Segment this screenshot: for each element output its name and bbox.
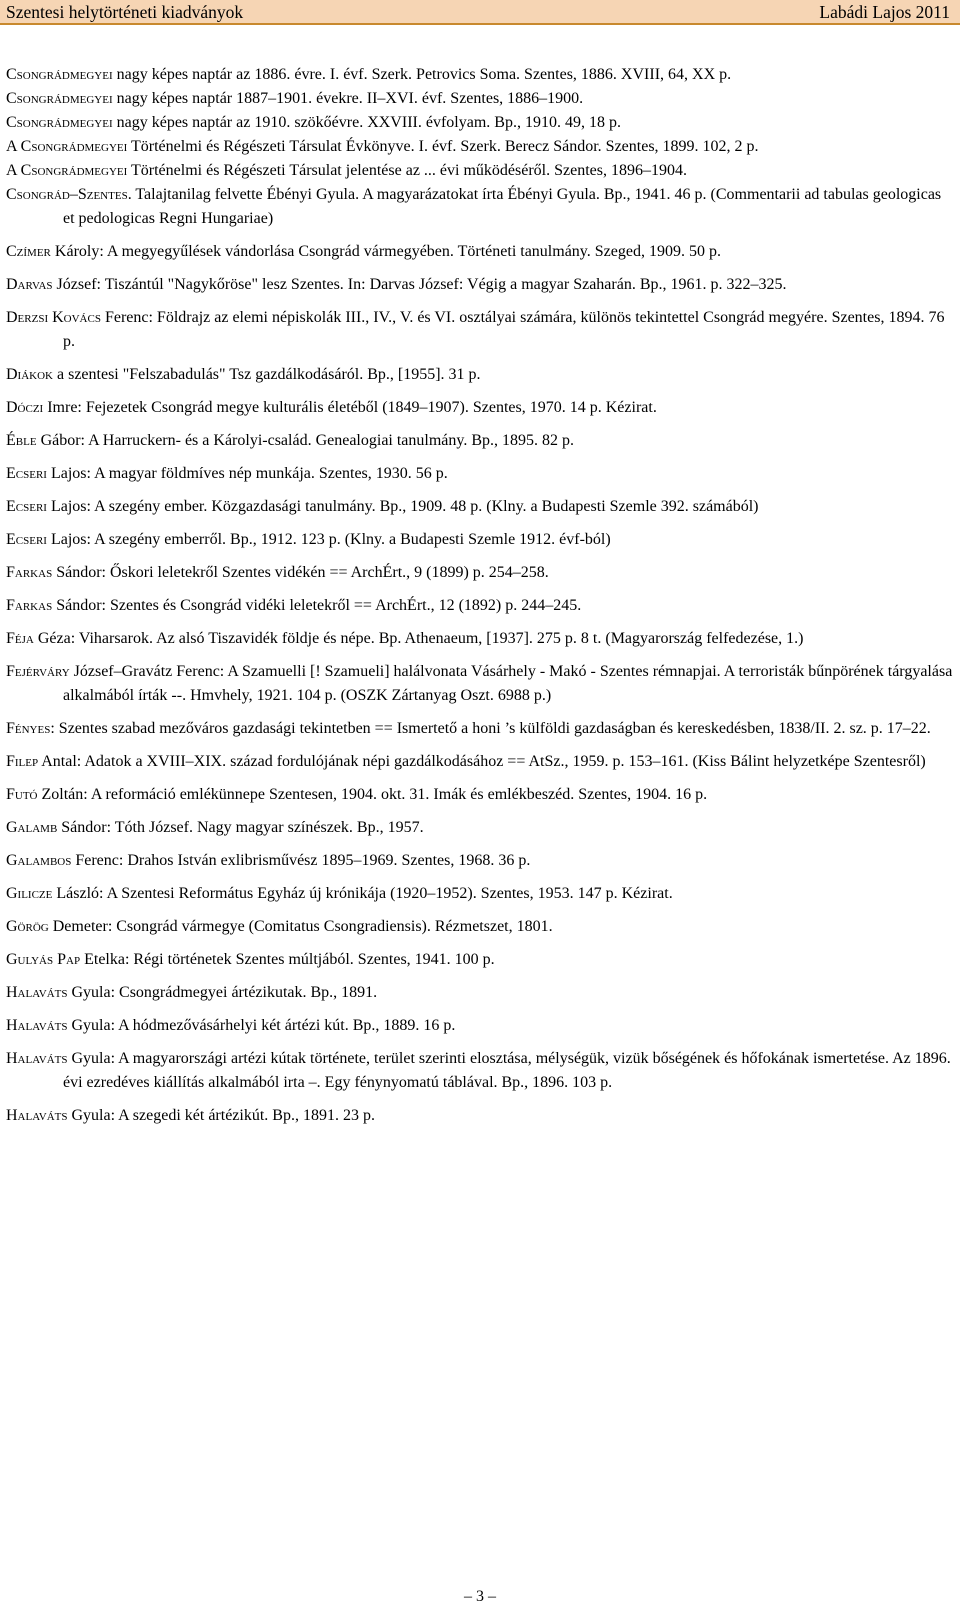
bibliography-entry (6, 915, 954, 939)
entry-author: Filep (6, 753, 39, 770)
entry-author: Gulyás Pap (6, 951, 81, 968)
entry-text: Etelka: Régi történetek Szentes múltjából. Szentes, 1941. 100 p. (80, 951, 495, 968)
entry-author: A Csongrádmegyei (6, 162, 128, 179)
entry-author: Csongrádmegyei (6, 90, 113, 107)
entry-author: Gilicze (6, 885, 53, 902)
entry-author: Fényes (6, 720, 51, 737)
entry-author: Csongrád–Szentes (6, 186, 128, 203)
entry-text: Gyula: A hódmezővásárhelyi két ártézi kút. Bp., 1889. 16 p. (67, 1017, 456, 1034)
bibliography-entry (6, 495, 954, 519)
entry-author: Csongrádmegyei (6, 66, 113, 83)
bibliography-entry (6, 159, 954, 183)
entry-author: Galamb (6, 819, 58, 836)
page-header (0, 0, 960, 25)
entry-author: Farkas (6, 597, 53, 614)
entry-text: nagy képes naptár az 1886. évre. I. évf. Szerk. Petrovics Soma. Szentes, 1886. XVIII, 64, XX p. (112, 66, 732, 83)
series-title: Szentesi helytörténeti kiadványok (6, 2, 244, 22)
entry-text: Sándor: Szentes és Csongrád vidéki leletekről == ArchÉrt., 12 (1892) p. 244–245. (52, 597, 582, 614)
bibliography-entry (6, 1047, 954, 1095)
entry-text: Ferenc: Földrajz az elemi népiskolák III., IV., V. és VI. osztályai számára, különös tekintettel Csongrád megyére. Szentes, 1894. 76 p. (63, 309, 945, 350)
entry-text: Gyula: Csongrádmegyei ártézikutak. Bp., 1891. (67, 984, 378, 1001)
entry-text: Géza: Viharsarok. Az alsó Tiszavidék földje és népe. Bp. Athenaeum, [1937]. 275 p. 8 t. (Magyarország felfedezése, 1.) (33, 630, 804, 647)
bibliography-entry (6, 306, 954, 354)
entry-author: Dóczi (6, 399, 44, 416)
entry-author: Halaváts (6, 984, 68, 1001)
entry-text: : Szentes szabad mezőváros gazdasági tekintetben == Ismertető a honi ’s külföldi gazdaságban és kereskedésben, 1838/II. 2. sz. p. 17–22. (50, 720, 931, 737)
bibliography-entry (6, 273, 954, 297)
entry-author: Galambos (6, 852, 72, 869)
entry-text: . Talajtanilag felvette Ébényi Gyula. A magyarázatokat írta Ébényi Gyula. Bp., 1941. 46 p. (Commentarii ad tabulas geologicas et pedologicas Regni Hungariae) (63, 186, 942, 227)
bibliography-entry (6, 183, 954, 231)
entry-text: László: A Szentesi Református Egyház új krónikája (1920–1952). Szentes, 1953. 147 p. Kézirat. (52, 885, 673, 902)
bibliography-entry (6, 1104, 954, 1128)
bibliography-entry (6, 750, 954, 774)
bibliography-entry (6, 135, 954, 159)
entry-author: Halaváts (6, 1017, 68, 1034)
entry-author: Czímer (6, 243, 51, 260)
entry-author: Görög (6, 918, 49, 935)
entry-author: Farkas (6, 564, 53, 581)
entry-text: József: Tiszántúl "Nagykőröse" lesz Szentes. In: Darvas József: Végig a magyar Szaharán. Bp., 1961. p. 322–325. (52, 276, 787, 293)
entry-author: Ecseri (6, 498, 47, 515)
entry-text: nagy képes naptár az 1910. szökőévre. XXVIII. évfolyam. Bp., 1910. 49, 18 p. (112, 114, 621, 131)
entry-text: Lajos: A magyar földmíves nép munkája. Szentes, 1930. 56 p. (46, 465, 448, 482)
bibliography-entry (6, 561, 954, 585)
bibliography-entry (6, 87, 954, 111)
entry-author: Ecseri (6, 531, 47, 548)
entry-text: Antal: Adatok a XVIII–XIX. század fordulójának népi gazdálkodásához == AtSz., 1959. p. 153–161. (Kiss Bálint helyzetképe Szentesről) (38, 753, 926, 770)
entry-author: Éble (6, 432, 37, 449)
entry-text: Gábor: A Harruckern- és a Károlyi-család. Genealogiai tanulmány. Bp., 1895. 82 p. (36, 432, 575, 449)
entry-text: Lajos: A szegény ember. Közgazdasági tanulmány. Bp., 1909. 48 p. (Klny. a Budapesti Szemle 392. számából) (46, 498, 759, 515)
entry-text: József–Gravátz Ferenc: A Szamuelli [! Szamueli] halálvonata Vásárhely - Makó - Szentes rémnapjai. A terroristák bűnpörének tárgyalása alkalmából írták --. Hmvhely, 1921. 104 p. (OSZK Zártanyag Oszt. 6988 p.) (63, 663, 953, 704)
bibliography-entry (6, 528, 954, 552)
bibliography-entry (6, 63, 954, 87)
entry-author: Derzsi Kovács (6, 309, 101, 326)
entry-text: Sándor: Tóth József. Nagy magyar színészek. Bp., 1957. (57, 819, 424, 836)
entry-author: Fejérváry (6, 663, 70, 680)
bibliography-entry (6, 462, 954, 486)
entry-text: Gyula: A szegedi két ártézikút. Bp., 1891. 23 p. (67, 1107, 375, 1124)
bibliography-entry (6, 882, 954, 906)
bibliography-entry (6, 783, 954, 807)
entry-author: Féja (6, 630, 34, 647)
bibliography-entry (6, 396, 954, 420)
author-year: Labádi Lajos 2011 (819, 2, 950, 22)
entry-text: Zoltán: A reformáció emlékünnepe Szentesen, 1904. okt. 31. Imák és emlékbeszéd. Szentes, 1904. 16 p. (37, 786, 708, 803)
entry-text: Demeter: Csongrád vármegye (Comitatus Csongradiensis). Rézmetszet, 1801. (48, 918, 553, 935)
entry-text: Károly: A megyegyűlések vándorlása Csongrád vármegyében. Történeti tanulmány. Szeged, 1909. 50 p. (50, 243, 721, 260)
bibliography-entry (6, 849, 954, 873)
bibliography-entry (6, 627, 954, 651)
bibliography-entry (6, 429, 954, 453)
bibliography-entry (6, 981, 954, 1005)
entry-text: a szentesi "Felszabadulás" Tsz gazdálkodásáról. Bp., [1955]. 31 p. (53, 366, 481, 383)
bibliography-entry (6, 948, 954, 972)
entry-text: Imre: Fejezetek Csongrád megye kulturális életéből (1849–1907). Szentes, 1970. 14 p. Kézirat. (43, 399, 657, 416)
entry-author: Diákok (6, 366, 53, 383)
bibliography-entry (6, 717, 954, 741)
bibliography-entry (6, 111, 954, 135)
bibliography-list (6, 63, 954, 1137)
entry-author: Csongrádmegyei (6, 114, 113, 131)
entry-text: Gyula: A magyarországi artézi kútak története, terület szerinti elosztása, mélységük, vizük bőségének és hőfokának ismertetése. Az 1896. évi ezredéves kiállítás alkalmából irta –. Egy fénynyomatú táblával. Bp., 1896. 103 p. (63, 1050, 951, 1091)
entry-text: Történelmi és Régészeti Társulat jelentése az ... évi működéséről. Szentes, 1896–1904. (127, 162, 687, 179)
entry-text: Sándor: Őskori leletekről Szentes vidékén == ArchÉrt., 9 (1899) p. 254–258. (52, 564, 549, 581)
entry-author: Ecseri (6, 465, 47, 482)
bibliography-entry (6, 240, 954, 264)
entry-text: Történelmi és Régészeti Társulat Évkönyve. I. évf. Szerk. Berecz Sándor. Szentes, 1899. 102, 2 p. (127, 138, 759, 155)
entry-author: Halaváts (6, 1107, 68, 1124)
entry-author: A Csongrádmegyei (6, 138, 128, 155)
entry-author: Halaváts (6, 1050, 68, 1067)
entry-text: nagy képes naptár 1887–1901. évekre. II–XVI. évf. Szentes, 1886–1900. (112, 90, 584, 107)
bibliography-entry (6, 660, 954, 708)
entry-author: Futó (6, 786, 38, 803)
entry-text: Lajos: A szegény emberről. Bp., 1912. 123 p. (Klny. a Budapesti Szemle 1912. évf-ból) (46, 531, 611, 548)
entry-text: Ferenc: Drahos István exlibrisművész 1895–1969. Szentes, 1968. 36 p. (71, 852, 531, 869)
bibliography-entry (6, 594, 954, 618)
page-number: – 3 – (464, 1588, 496, 1605)
bibliography-entry (6, 816, 954, 840)
entry-author: Darvas (6, 276, 53, 293)
bibliography-entry (6, 363, 954, 387)
bibliography-entry (6, 1014, 954, 1038)
